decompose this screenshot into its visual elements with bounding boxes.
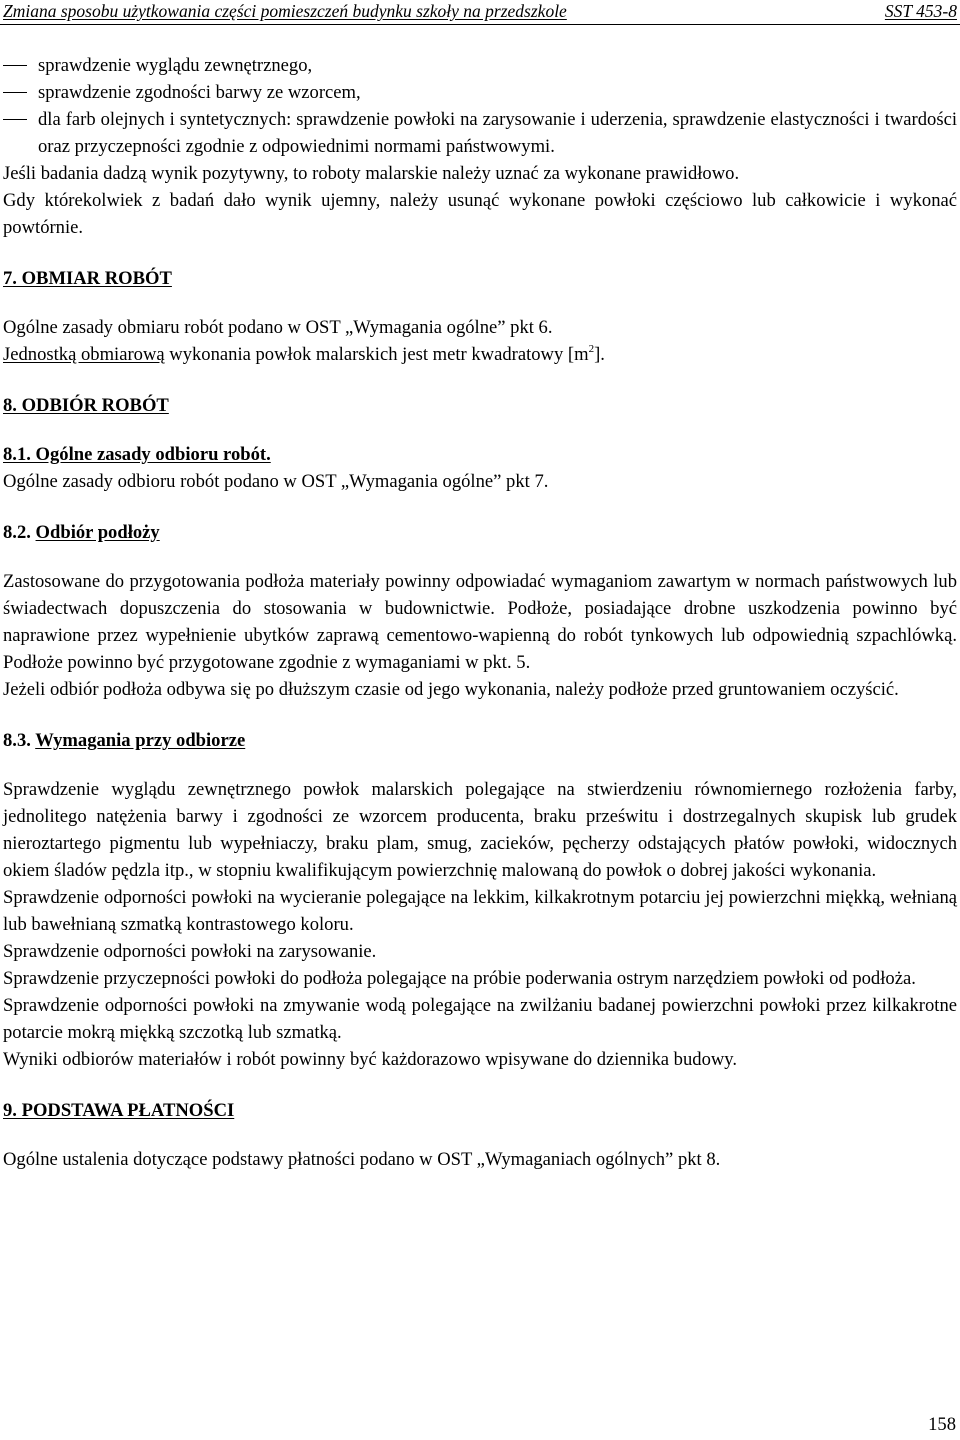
document-title: Zmiana sposobu użytkowania części pomieszczeń budynku szkoły na przedszkole bbox=[3, 1, 567, 21]
section-heading-7: 7. OBMIAR ROBÓT bbox=[3, 268, 172, 289]
paragraph: Ogólne zasady obmiaru robót podano w OST „Wymagania ogólne” pkt 6. bbox=[3, 317, 553, 338]
paragraph: Sprawdzenie wyglądu zewnętrznego powłok malarskich polegające na stwierdzeniu równomiernego rozłożenia farby, jednolitego natężenia barwy i zgodności ze wzorcem producenta, braku prześwitu i dostrzegalnych skupisk lub grudek nieroztartego pigmentu lub wypełniaczy, braku plam, smug, zacieków, pęcherzy odstających płatów powłoki, widocznych okiem śladów pędzla itp., w stopniu kwalifikującym powierzchnię malowaną do powłok o dobrej jakości wykonania. bbox=[3, 779, 957, 881]
paragraph: Jeśli badania dadzą wynik pozytywny, to roboty malarskie należy uznać za wykonane prawidłowo. bbox=[3, 163, 740, 184]
list-item: dla farb olejnych i syntetycznych: sprawdzenie powłoki na zarysowanie i uderzenia, sprawdzenie elastyczności i twardości oraz przyczepności zgodnie z odpowiednimi normami państwowymi. bbox=[3, 106, 957, 160]
paragraph: Sprawdzenie odporności powłoki na wycieranie polegające na lekkim, kilkakrotnym potarciu jej powierzchni miękką, wełnianą lub bawełnianą szmatką kontrastowego koloru. bbox=[3, 887, 957, 935]
page-header bbox=[0, 0, 960, 25]
list-item: sprawdzenie wyglądu zewnętrznego, bbox=[3, 52, 957, 79]
link-text: Jednostką obmiarową bbox=[3, 344, 165, 365]
paragraph: Sprawdzenie przyczepności powłoki do podłoża polegające na próbie poderwania ostrym narzędziem powłoki od podłoża. bbox=[3, 968, 916, 989]
paragraph: Gdy którekolwiek z badań dało wynik ujemny, należy usunąć wykonane powłoki częściowo lub całkowicie i wykonać powtórnie. bbox=[3, 190, 957, 238]
paragraph: Wyniki odbiorów materiałów i robót powinny być każdorazowo wpisywane do dziennika budowy. bbox=[3, 1049, 738, 1070]
paragraph: Sprawdzenie odporności powłoki na zmywanie wodą polegające na zwilżaniu badanej powierzchni powłoki przez kilkakrotne potarcie mokrą miękką szczotką lub szmatką. bbox=[3, 995, 957, 1043]
section-heading-9: 9. PODSTAWA PŁATNOŚCI bbox=[3, 1100, 235, 1121]
subsection-heading-8-2: 8.2. Odbiór podłoży bbox=[3, 522, 160, 543]
paragraph: Zastosowane do przygotowania podłoża materiały powinny odpowiadać wymaganiom zawartym w normach państwowych lub świadectwach dopuszczenia do stosowania w budownictwie. Podłoże, posiadające drobne uszkodzenia powinno być naprawione przez wypełnienie ubytków zaprawą cementowo-wapienną do robót tynkowych lub odpowiednią szpachlówką. Podłoże powinno być przygotowane zgodnie z wymaganiami w pkt. 5. bbox=[3, 571, 957, 673]
paragraph: Ogólne zasady odbioru robót podano w OST „Wymagania ogólne” pkt 7. bbox=[3, 471, 549, 492]
paragraph: Sprawdzenie odporności powłoki na zarysowanie. bbox=[3, 941, 377, 962]
subsection-heading-8-3: 8.3. Wymagania przy odbiorze bbox=[3, 730, 246, 751]
document-code: SST 453-8 bbox=[884, 1, 957, 21]
paragraph: Jednostką obmiarową wykonania powłok malarskich jest metr kwadratowy $[m^2]$. bbox=[3, 343, 605, 365]
page-content bbox=[3, 52, 957, 1173]
paragraph: Jeżeli odbiór podłoża odbywa się po dłuższym czasie od jego wykonania, należy podłoże przed gruntowaniem oczyścić. bbox=[3, 679, 899, 700]
list-item: sprawdzenie zgodności barwy ze wzorcem, bbox=[3, 79, 957, 106]
page-number: 158 bbox=[928, 1414, 956, 1435]
section-heading-8: 8. ODBIÓR ROBÓT bbox=[3, 395, 169, 416]
subsection-heading-8-1: 8.1. Ogólne zasady odbioru robót. bbox=[3, 444, 271, 465]
paragraph: Ogólne ustalenia dotyczące podstawy płatności podano w OST „Wymaganiach ogólnych” pkt 8. bbox=[3, 1149, 721, 1170]
